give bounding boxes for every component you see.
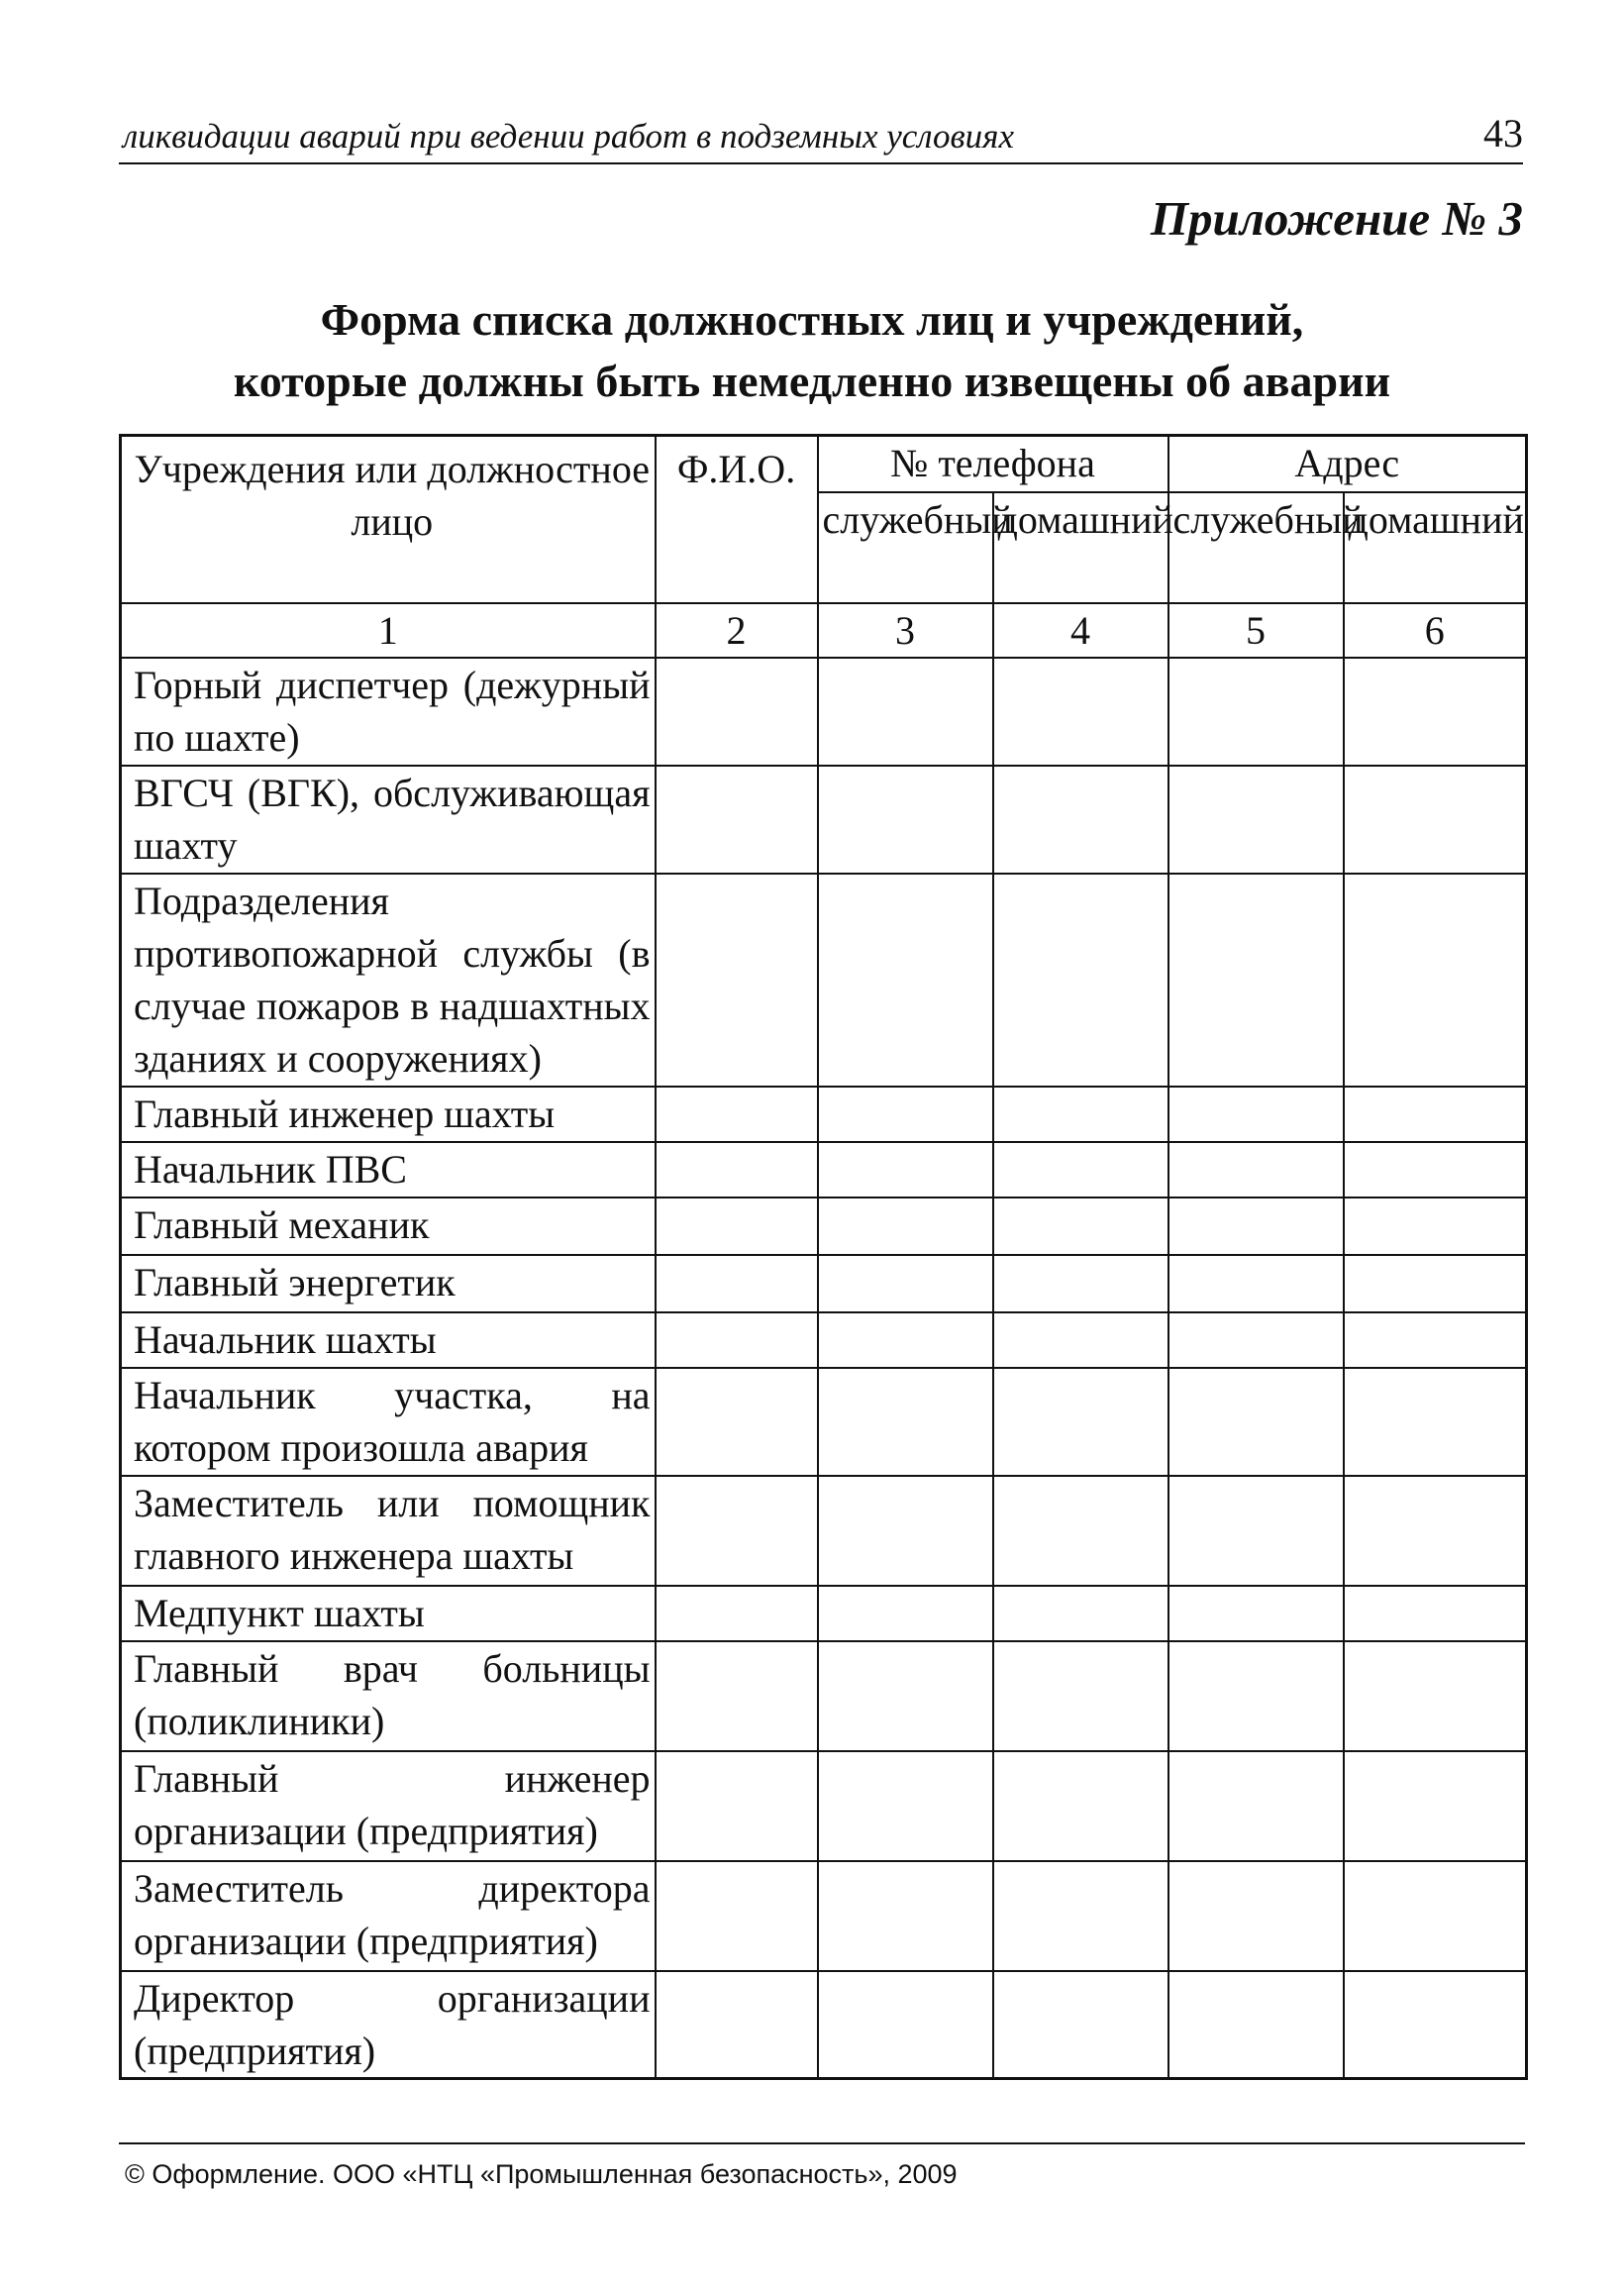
institution-cell: Заместитель или помощник главного инженера шахты <box>121 1476 656 1586</box>
blank-entry-cell <box>1168 1142 1344 1198</box>
column-number: 2 <box>656 603 818 658</box>
blank-entry-cell <box>1344 1751 1527 1861</box>
blank-entry-cell <box>1168 658 1344 766</box>
column-number: 6 <box>1344 603 1527 658</box>
blank-entry-cell <box>1344 874 1527 1087</box>
blank-entry-cell <box>818 1476 993 1586</box>
blank-entry-cell <box>656 1641 818 1751</box>
institution-cell: Главный механик <box>121 1198 656 1255</box>
form-title <box>0 289 1624 412</box>
blank-entry-cell <box>993 1641 1168 1751</box>
blank-entry-cell <box>818 658 993 766</box>
blank-entry-cell <box>1168 1476 1344 1586</box>
blank-entry-cell <box>818 1971 993 2079</box>
blank-entry-cell <box>818 1142 993 1198</box>
blank-entry-cell <box>1168 766 1344 874</box>
blank-entry-cell <box>656 1368 818 1476</box>
institution-cell: Главный энергетик <box>121 1255 656 1312</box>
blank-entry-cell <box>993 1312 1168 1368</box>
blank-entry-cell <box>1344 1312 1527 1368</box>
blank-entry-cell <box>818 766 993 874</box>
blank-entry-cell <box>656 1255 818 1312</box>
blank-entry-cell <box>1168 1751 1344 1861</box>
institution-cell: Начальник участка, на котором произошла авария <box>121 1368 656 1476</box>
blank-entry-cell <box>656 1312 818 1368</box>
blank-entry-cell <box>818 1198 993 1255</box>
blank-entry-cell <box>818 1312 993 1368</box>
table-body <box>121 658 1527 2079</box>
blank-entry-cell <box>993 1087 1168 1142</box>
header-institution: Учреждения или должностное лицо <box>121 436 656 603</box>
institution-cell: Главный инженер шахты <box>121 1087 656 1142</box>
blank-entry-cell <box>993 1586 1168 1641</box>
blank-entry-cell <box>656 658 818 766</box>
institution-cell: Начальник шахты <box>121 1312 656 1368</box>
copyright-notice: © Оформление. ООО «НТЦ «Промышленная безопасность», 2009 <box>125 2159 958 2189</box>
blank-entry-cell <box>656 1476 818 1586</box>
appendix-label: Приложение № 3 <box>1150 191 1523 246</box>
table-row <box>121 766 1527 874</box>
institution-cell: Подразделения противопожарной службы (в случае пожаров в надшахтных зданиях и сооружениях) <box>121 874 656 1087</box>
blank-entry-cell <box>1168 1255 1344 1312</box>
form-title-line-1: Форма списка должностных лиц и учреждений, <box>320 294 1304 345</box>
table-row <box>121 1312 1527 1368</box>
table-row <box>121 1142 1527 1198</box>
blank-entry-cell <box>993 1255 1168 1312</box>
table-row <box>121 1586 1527 1641</box>
header-address-work: служебный <box>1168 492 1344 603</box>
table-row <box>121 1476 1527 1586</box>
blank-entry-cell <box>1344 658 1527 766</box>
blank-entry-cell <box>656 766 818 874</box>
blank-entry-cell <box>1344 1476 1527 1586</box>
blank-entry-cell <box>1168 1861 1344 1971</box>
blank-entry-cell <box>656 1751 818 1861</box>
blank-entry-cell <box>818 1586 993 1641</box>
table-row <box>121 1198 1527 1255</box>
blank-entry-cell <box>1344 1368 1527 1476</box>
blank-entry-cell <box>993 658 1168 766</box>
blank-entry-cell <box>1344 1255 1527 1312</box>
blank-entry-cell <box>993 1861 1168 1971</box>
column-number: 4 <box>993 603 1168 658</box>
institution-cell: Директор организации (предприятия) <box>121 1971 656 2079</box>
header-phone-work: служебный <box>818 492 993 603</box>
blank-entry-cell <box>818 1368 993 1476</box>
header-phone: № телефона <box>818 436 1168 492</box>
blank-entry-cell <box>818 1641 993 1751</box>
column-number: 3 <box>818 603 993 658</box>
blank-entry-cell <box>993 874 1168 1087</box>
table-row <box>121 658 1527 766</box>
table-row <box>121 1087 1527 1142</box>
running-header <box>119 111 1523 164</box>
blank-entry-cell <box>1344 1087 1527 1142</box>
blank-entry-cell <box>818 1255 993 1312</box>
column-numbers-row <box>121 603 1527 658</box>
header-address-home: домашний <box>1344 492 1527 603</box>
table-row <box>121 1971 1527 2079</box>
blank-entry-cell <box>993 1476 1168 1586</box>
blank-entry-cell <box>818 1087 993 1142</box>
form-title-line-2: которые должны быть немедленно извещены об аварии <box>233 356 1391 406</box>
blank-entry-cell <box>656 1971 818 2079</box>
blank-entry-cell <box>1344 766 1527 874</box>
institution-cell: Начальник ПВС <box>121 1142 656 1198</box>
blank-entry-cell <box>656 1586 818 1641</box>
blank-entry-cell <box>1344 1861 1527 1971</box>
institution-cell: Медпункт шахты <box>121 1586 656 1641</box>
blank-entry-cell <box>1344 1971 1527 2079</box>
blank-entry-cell <box>1344 1641 1527 1751</box>
column-number: 1 <box>121 603 656 658</box>
blank-entry-cell <box>656 1198 818 1255</box>
blank-entry-cell <box>1168 874 1344 1087</box>
blank-entry-cell <box>1168 1586 1344 1641</box>
blank-entry-cell <box>656 1142 818 1198</box>
blank-entry-cell <box>1168 1971 1344 2079</box>
table-row <box>121 1255 1527 1312</box>
blank-entry-cell <box>818 874 993 1087</box>
blank-entry-cell <box>656 1861 818 1971</box>
header-address: Адрес <box>1168 436 1527 492</box>
header-fio: Ф.И.О. <box>656 436 818 603</box>
header-phone-home: домашний <box>993 492 1168 603</box>
blank-entry-cell <box>993 1198 1168 1255</box>
blank-entry-cell <box>1168 1641 1344 1751</box>
blank-entry-cell <box>993 1368 1168 1476</box>
blank-entry-cell <box>1168 1087 1344 1142</box>
blank-entry-cell <box>993 1142 1168 1198</box>
footer-divider <box>119 2142 1525 2144</box>
table-row <box>121 874 1527 1087</box>
contacts-form-table <box>119 434 1528 2080</box>
blank-entry-cell <box>1344 1142 1527 1198</box>
table-row <box>121 1861 1527 1971</box>
institution-cell: ВГСЧ (ВГК), обслуживающая шахту <box>121 766 656 874</box>
table-row <box>121 1368 1527 1476</box>
blank-entry-cell <box>993 1971 1168 2079</box>
column-number: 5 <box>1168 603 1344 658</box>
blank-entry-cell <box>656 874 818 1087</box>
institution-cell: Главный инженер организации (предприятия) <box>121 1751 656 1861</box>
institution-cell: Главный врач больницы (поликлиники) <box>121 1641 656 1751</box>
blank-entry-cell <box>656 1087 818 1142</box>
blank-entry-cell <box>993 766 1168 874</box>
institution-cell: Заместитель директора организации (предприятия) <box>121 1861 656 1971</box>
blank-entry-cell <box>1168 1368 1344 1476</box>
blank-entry-cell <box>1344 1198 1527 1255</box>
table-row <box>121 1751 1527 1861</box>
institution-cell: Горный диспетчер (дежурный по шахте) <box>121 658 656 766</box>
blank-entry-cell <box>818 1751 993 1861</box>
running-title: ликвидации аварий при ведении работ в подземных условиях <box>123 117 1014 156</box>
blank-entry-cell <box>1344 1586 1527 1641</box>
blank-entry-cell <box>993 1751 1168 1861</box>
blank-entry-cell <box>818 1861 993 1971</box>
table-row <box>121 1641 1527 1751</box>
page-number: 43 <box>1483 111 1523 156</box>
blank-entry-cell <box>1168 1198 1344 1255</box>
blank-entry-cell <box>1168 1312 1344 1368</box>
